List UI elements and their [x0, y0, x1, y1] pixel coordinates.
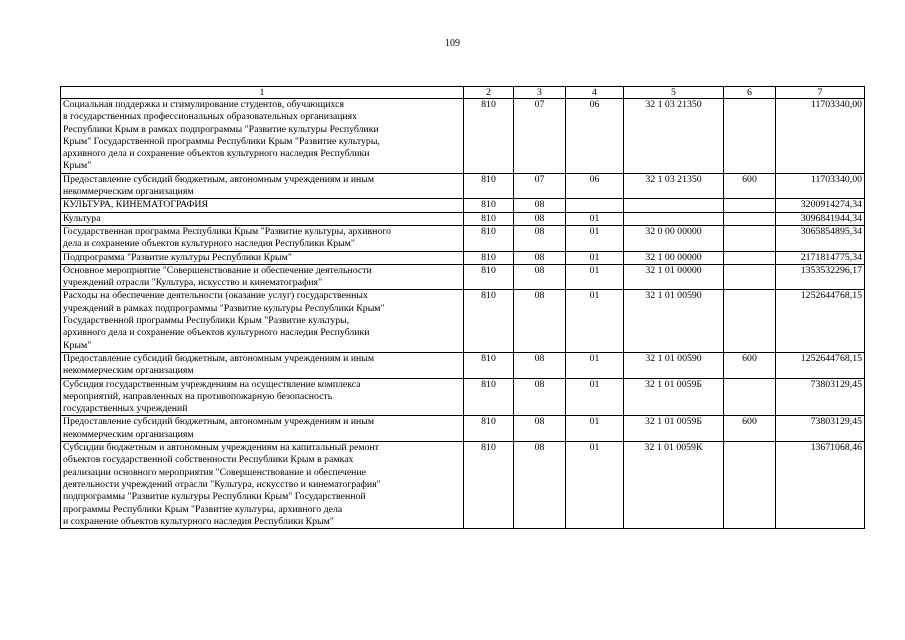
row-code-c3: 08	[514, 251, 566, 264]
row-code-c3: 08	[514, 352, 566, 378]
row-amount: 73803129,45	[776, 416, 865, 442]
row-name-line: Субсидия государственным учреждениям на осуществление комплекса	[63, 378, 361, 390]
row-code-c2: 810	[464, 442, 514, 529]
row-code-c2: 810	[464, 251, 514, 264]
row-code-c3: 07	[514, 173, 566, 199]
row-name-line: архивного дела и сохранение объектов культурного наследия Республики	[63, 148, 370, 160]
row-name-line: мероприятий, направленных на противопожарную безопасность	[63, 390, 333, 402]
row-name-line: Крым" Государственной программы Республики Крым "Развитие культуры,	[63, 135, 380, 147]
row-name-line: некоммерческим организациям	[63, 428, 194, 440]
row-amount: 1353532296,17	[776, 264, 865, 290]
row-name-line: некоммерческим организациям	[63, 365, 194, 377]
table-row	[61, 264, 865, 290]
row-name-line: государственных учреждений	[63, 403, 188, 415]
table-row	[61, 225, 865, 251]
row-code-c4: 01	[566, 264, 624, 290]
row-name-cell	[61, 416, 464, 442]
row-code-c4: 06	[566, 99, 624, 174]
row-amount: 3096841944,34	[776, 212, 865, 225]
row-code-c5: 32 1 01 0059К	[624, 442, 724, 529]
row-code-c5: 32 1 01 0059Б	[624, 416, 724, 442]
row-name-cell	[61, 264, 464, 290]
row-name-line: некоммерческим организациям	[63, 186, 194, 198]
row-name-line: учреждений отрасли "Культура, искусство и кинематография"	[63, 277, 323, 289]
row-code-c3: 08	[514, 199, 566, 212]
row-code-c2: 810	[464, 290, 514, 352]
table-row	[61, 199, 865, 212]
row-code-c6: 600	[724, 416, 776, 442]
row-code-c3: 08	[514, 378, 566, 416]
row-code-c4: 01	[566, 442, 624, 529]
page-number: 109	[445, 38, 460, 49]
header-row	[61, 87, 865, 99]
column-header: 3	[514, 87, 566, 99]
row-name-line: Предоставление субсидий бюджетным, автономным учреждениям и иным	[63, 173, 375, 185]
column-header: 7	[776, 87, 865, 99]
column-header: 1	[61, 87, 464, 99]
row-name-line: деятельности учреждений отрасли "Культура, искусство и кинематография"	[63, 478, 381, 490]
table-row	[61, 378, 865, 416]
table-body	[61, 99, 865, 529]
row-code-c4	[566, 199, 624, 212]
row-amount: 1252644768,15	[776, 290, 865, 352]
row-amount: 73803129,45	[776, 378, 865, 416]
row-amount: 2171814775,34	[776, 251, 865, 264]
row-code-c2: 810	[464, 173, 514, 199]
row-code-c5: 32 1 01 00000	[624, 264, 724, 290]
table-row	[61, 99, 865, 174]
row-code-c6	[724, 212, 776, 225]
row-code-c5: 32 1 01 00590	[624, 352, 724, 378]
row-code-c4: 01	[566, 378, 624, 416]
row-code-c2: 810	[464, 416, 514, 442]
table-row	[61, 290, 865, 352]
row-name-cell	[61, 225, 464, 251]
row-code-c5: 32 0 00 00000	[624, 225, 724, 251]
row-code-c4: 06	[566, 173, 624, 199]
row-amount: 13671068,46	[776, 442, 865, 529]
row-name-line: учреждений в рамках подпрограммы "Развитие культуры Республики Крым"	[63, 302, 385, 314]
row-code-c5	[624, 212, 724, 225]
row-name-line: Основное мероприятие "Совершенствование и обеспечение деятельности	[63, 264, 372, 276]
row-name-line: подпрограммы "Развитие культуры Республики Крым" Государственной	[63, 491, 366, 503]
table-row	[61, 173, 865, 199]
row-name-line: Республики Крым в рамках подпрограммы "Развитие культуры Республики	[63, 123, 379, 135]
row-name-cell	[61, 290, 464, 352]
table-row	[61, 251, 865, 264]
row-code-c5: 32 1 01 00590	[624, 290, 724, 352]
row-code-c6: 600	[724, 352, 776, 378]
row-code-c2: 810	[464, 264, 514, 290]
row-code-c5: 32 1 01 0059Б	[624, 378, 724, 416]
row-code-c3: 08	[514, 264, 566, 290]
table-row	[61, 442, 865, 529]
row-name-cell	[61, 212, 464, 225]
row-code-c4: 01	[566, 290, 624, 352]
row-code-c2: 810	[464, 212, 514, 225]
row-code-c2: 810	[464, 352, 514, 378]
row-code-c6	[724, 99, 776, 174]
table-row	[61, 212, 865, 225]
row-name-line: реализации основного мероприятия "Совершенствование и обеспечение	[63, 466, 367, 478]
row-code-c2: 810	[464, 378, 514, 416]
row-name-line: Крым"	[63, 339, 92, 351]
row-code-c4: 01	[566, 352, 624, 378]
row-name-line: Расходы на обеспечение деятельности (оказание услуг) государственных	[63, 290, 368, 302]
row-name-line: дела и сохранение объектов культурного наследия Республики Крым"	[63, 238, 355, 250]
row-code-c5: 32 1 03 21350	[624, 173, 724, 199]
table-row	[61, 352, 865, 378]
row-code-c6	[724, 225, 776, 251]
row-name-cell	[61, 251, 464, 264]
row-name-line: Социальная поддержка и стимулирование студентов, обучающихся	[63, 99, 344, 110]
row-code-c6	[724, 442, 776, 529]
row-name-cell	[61, 352, 464, 378]
row-name-line: объектов государственной собственности Республики Крым в рамках	[63, 454, 354, 466]
row-name-line: в государственных профессиональных образовательных организациях	[63, 111, 358, 123]
row-code-c3: 08	[514, 416, 566, 442]
row-amount: 11703340,00	[776, 173, 865, 199]
row-amount: 3200914274,34	[776, 199, 865, 212]
row-code-c2: 810	[464, 99, 514, 174]
row-amount: 1252644768,15	[776, 352, 865, 378]
row-name-cell	[61, 99, 464, 174]
row-name-line: Крым"	[63, 160, 92, 172]
column-header: 6	[724, 87, 776, 99]
row-code-c5: 32 1 03 21350	[624, 99, 724, 174]
row-code-c3: 08	[514, 290, 566, 352]
row-code-c6	[724, 290, 776, 352]
row-amount: 11703340,00	[776, 99, 865, 174]
row-name-line: Предоставление субсидий бюджетным, автономным учреждениям и иным	[63, 352, 375, 364]
row-name-line: Культура	[63, 212, 101, 224]
column-header: 5	[624, 87, 724, 99]
row-code-c3: 08	[514, 212, 566, 225]
row-code-c2: 810	[464, 225, 514, 251]
row-code-c6	[724, 264, 776, 290]
table-row	[61, 416, 865, 442]
row-code-c3: 07	[514, 99, 566, 174]
row-code-c3: 08	[514, 442, 566, 529]
row-name-line: программы Республики Крым "Развитие культуры, архивного дела	[63, 503, 343, 515]
row-name-line: Государственной программы Республики Крым "Развитие культуры,	[63, 315, 350, 327]
row-name-line: Субсидии бюджетным и автономным учреждениям на капитальный ремонт	[63, 442, 379, 454]
row-code-c5	[624, 199, 724, 212]
row-code-c6	[724, 251, 776, 264]
row-code-c6	[724, 199, 776, 212]
row-name-line: и сохранение объектов культурного наследия Республики Крым"	[63, 515, 334, 527]
row-name-cell	[61, 378, 464, 416]
column-header: 2	[464, 87, 514, 99]
row-code-c6	[724, 378, 776, 416]
row-code-c4: 01	[566, 416, 624, 442]
column-header: 4	[566, 87, 624, 99]
row-code-c5: 32 1 00 00000	[624, 251, 724, 264]
row-amount: 3065854895,34	[776, 225, 865, 251]
budget-table	[60, 86, 865, 529]
row-code-c4: 01	[566, 251, 624, 264]
row-name-line: Предоставление субсидий бюджетным, автономным учреждениям и иным	[63, 416, 375, 428]
row-code-c2: 810	[464, 199, 514, 212]
row-code-c4: 01	[566, 212, 624, 225]
row-name-cell	[61, 442, 464, 529]
row-name-line: архивного дела и сохранение объектов культурного наследия Республики	[63, 327, 370, 339]
row-name-cell	[61, 173, 464, 199]
row-name-line: Подпрограмма "Развитие культуры Республики Крым"	[63, 251, 292, 263]
row-code-c4: 01	[566, 225, 624, 251]
row-name-line: КУЛЬТУРА, КИНЕМАТОГРАФИЯ	[63, 199, 208, 211]
row-name-cell	[61, 199, 464, 212]
row-code-c3: 08	[514, 225, 566, 251]
row-code-c6: 600	[724, 173, 776, 199]
row-name-line: Государственная программа Республики Крым "Развитие культуры, архивного	[63, 225, 391, 237]
